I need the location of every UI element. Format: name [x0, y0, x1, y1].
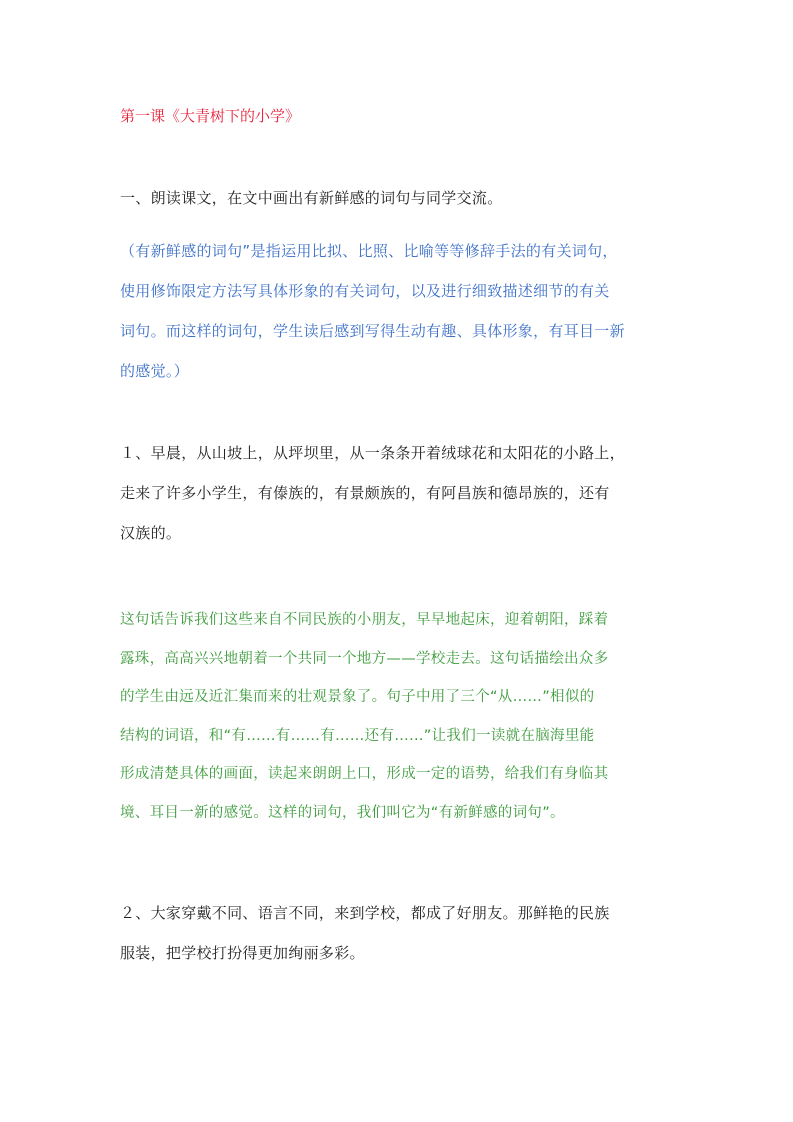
- analysis-line: 境、耳目一新的感觉。这样的词句，我们叫它为“有新鲜感的词句”。: [120, 804, 565, 821]
- exercise-question: [120, 187, 680, 209]
- example-1-line: 走来了许多小学生，有傣族的，有景颇族的，有阿昌族和德昂族的，还有: [120, 484, 610, 502]
- example-2-line: ２、大家穿戴不同、语言不同，来到学校，都成了好朋友。那鲜艳的民族: [120, 904, 610, 922]
- question-text: 一、朗读课文，在文中画出有新鲜感的词句与同学交流。: [120, 189, 503, 207]
- example-1-analysis: [120, 601, 690, 832]
- example-sentence-1: [120, 433, 680, 553]
- analysis-line: 结构的词语，和“有……有……有……还有……”让我们一读就在脑海里能: [120, 727, 595, 744]
- definition-note: [120, 231, 690, 391]
- note-line: 词句。而这样的词句，学生读后感到写得生动有趣、具体形象，有耳目一新: [120, 322, 625, 340]
- note-line: 的感觉。）: [120, 362, 190, 380]
- note-line: （有新鲜感的词句”是指运用比拟、比照、比喻等等修辞手法的有关词句，: [120, 242, 618, 260]
- analysis-line: 的学生由远及近汇集而来的壮观景象了。句子中用了三个“从……”相似的: [120, 689, 595, 705]
- analysis-line: 形成清楚具体的画面，读起来朗朗上口，形成一定的语势，给我们有身临其: [120, 766, 609, 782]
- analysis-line: 露珠，高高兴兴地朝着一个共同一个地方——学校走去。这句话描绘出众多: [120, 650, 609, 667]
- example-2-line: 服装，把学校打扮得更加绚丽多彩。: [120, 944, 365, 962]
- example-1-line: １、早晨，从山坡上，从坪坝里，从一条条开着绒球花和太阳花的小路上，: [120, 444, 625, 462]
- example-1-line: 汉族的。: [120, 524, 182, 542]
- example-sentence-2: [120, 893, 680, 973]
- analysis-line: 这句话告诉我们这些来自不同民族的小朋友，早早地起床，迎着朝阳，踩着: [120, 612, 609, 628]
- note-line: 使用修饰限定方法写具体形象的有关词句，以及进行细致描述细节的有关: [120, 282, 610, 300]
- lesson-title: 第一课《大青树下的小学》: [120, 107, 301, 125]
